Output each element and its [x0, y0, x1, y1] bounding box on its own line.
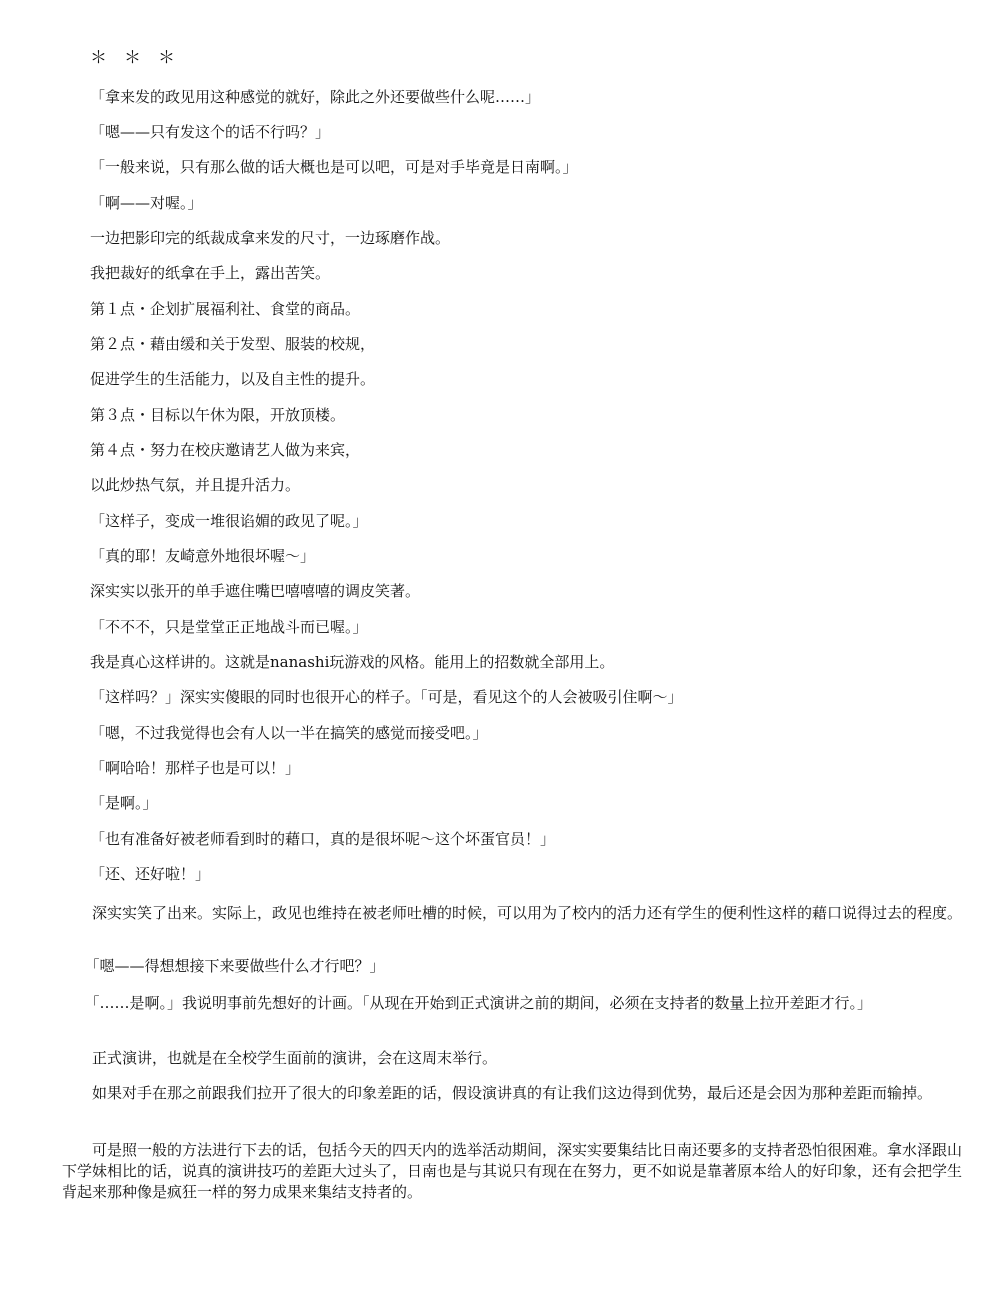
text-line: 我是真心这样讲的。这就是nanashi玩游戏的风格。能用上的招数就全部用上。: [90, 653, 615, 671]
paragraph: 「嗯——得想想接下来要做些什么才行吧？」: [62, 957, 385, 975]
text-line: 第３点・目标以午休为限，开放顶楼。: [90, 406, 346, 424]
text-line: 「嗯——只有发这个的话不行吗？」: [90, 123, 331, 141]
paragraph: 深实实笑了出来。实际上，政见也维持在被老师吐槽的时候，可以用为了校内的活力还有学生的便利性这样的藉口说得过去的程度。: [62, 904, 963, 922]
paragraph: 如果对手在那之前跟我们拉开了很大的印象差距的话，假设演讲真的有让我们这边得到优势，最后还是会因为那种差距而输掉。: [62, 1084, 933, 1102]
paragraph: 「……是啊。」我说明事前先想好的计画。「从现在开始到正式演讲之前的期间，必须在支持者的数量上拉开差距才行。」: [62, 994, 873, 1012]
text-line: 第２点・藉由缓和关于发型、服装的校规，: [90, 335, 376, 353]
text-line: 「也有准备好被老师看到时的藉口，真的是很坏呢～这个坏蛋官员！」: [90, 830, 556, 848]
text-line: 促进学生的生活能力，以及自主性的提升。: [90, 370, 376, 388]
text-line: 「真的耶！友崎意外地很坏喔～」: [90, 547, 316, 565]
text-line: 「啊哈哈！那样子也是可以！」: [90, 759, 301, 777]
paragraph: 正式演讲，也就是在全校学生面前的演讲，会在这周末举行。: [62, 1049, 498, 1067]
text-line: 第１点・企划扩展福利社、食堂的商品。: [90, 300, 361, 318]
text-line: 「不不不，只是堂堂正正地战斗而已喔。」: [90, 618, 368, 636]
text-line: 「还、还好啦！」: [90, 865, 211, 883]
text-line: 第４点・努力在校庆邀请艺人做为来宾，: [90, 441, 361, 459]
text-line: 「这样子，变成一堆很谄媚的政见了呢。」: [90, 512, 368, 530]
text-line: 我把裁好的纸拿在手上，露出苦笑。: [90, 264, 331, 282]
paragraph: 可是照一般的方法进行下去的话，包括今天的四天内的选举活动期间，深实实要集结比日南还要多的支持者恐怕很困难。拿水泽跟山下学妹相比的话，说真的演讲技巧的差距大过头了，日南也是与其说只有现在在努力，更不如说是靠著原本给人的好印象，还有会把学生背起来那种像是疯狂一样的努力成果来集结支持者的。: [62, 1141, 963, 1201]
scene-separator: ＊ ＊ ＊: [90, 48, 175, 68]
text-line: 深实实以张开的单手遮住嘴巴嘻嘻嘻的调皮笑著。: [90, 582, 421, 600]
text-line: 「这样吗？」深实实傻眼的同时也很开心的样子。「可是，看见这个的人会被吸引住啊～」: [90, 688, 683, 706]
text-line: 「是啊。」: [90, 794, 158, 812]
text-line: 「一般来说，只有那么做的话大概也是可以吧，可是对手毕竟是日南啊。」: [90, 158, 578, 176]
text-line: 以此炒热气氛，并且提升活力。: [90, 476, 301, 494]
text-line: 「拿来发的政见用这种感觉的就好，除此之外还要做些什么呢……」: [90, 88, 541, 106]
text-line: 「嗯，不过我觉得也会有人以一半在搞笑的感觉而接受吧。」: [90, 724, 488, 742]
text-line: 「啊——对喔。」: [90, 194, 203, 212]
text-line: 一边把影印完的纸裁成拿来发的尺寸，一边琢磨作战。: [90, 229, 451, 247]
